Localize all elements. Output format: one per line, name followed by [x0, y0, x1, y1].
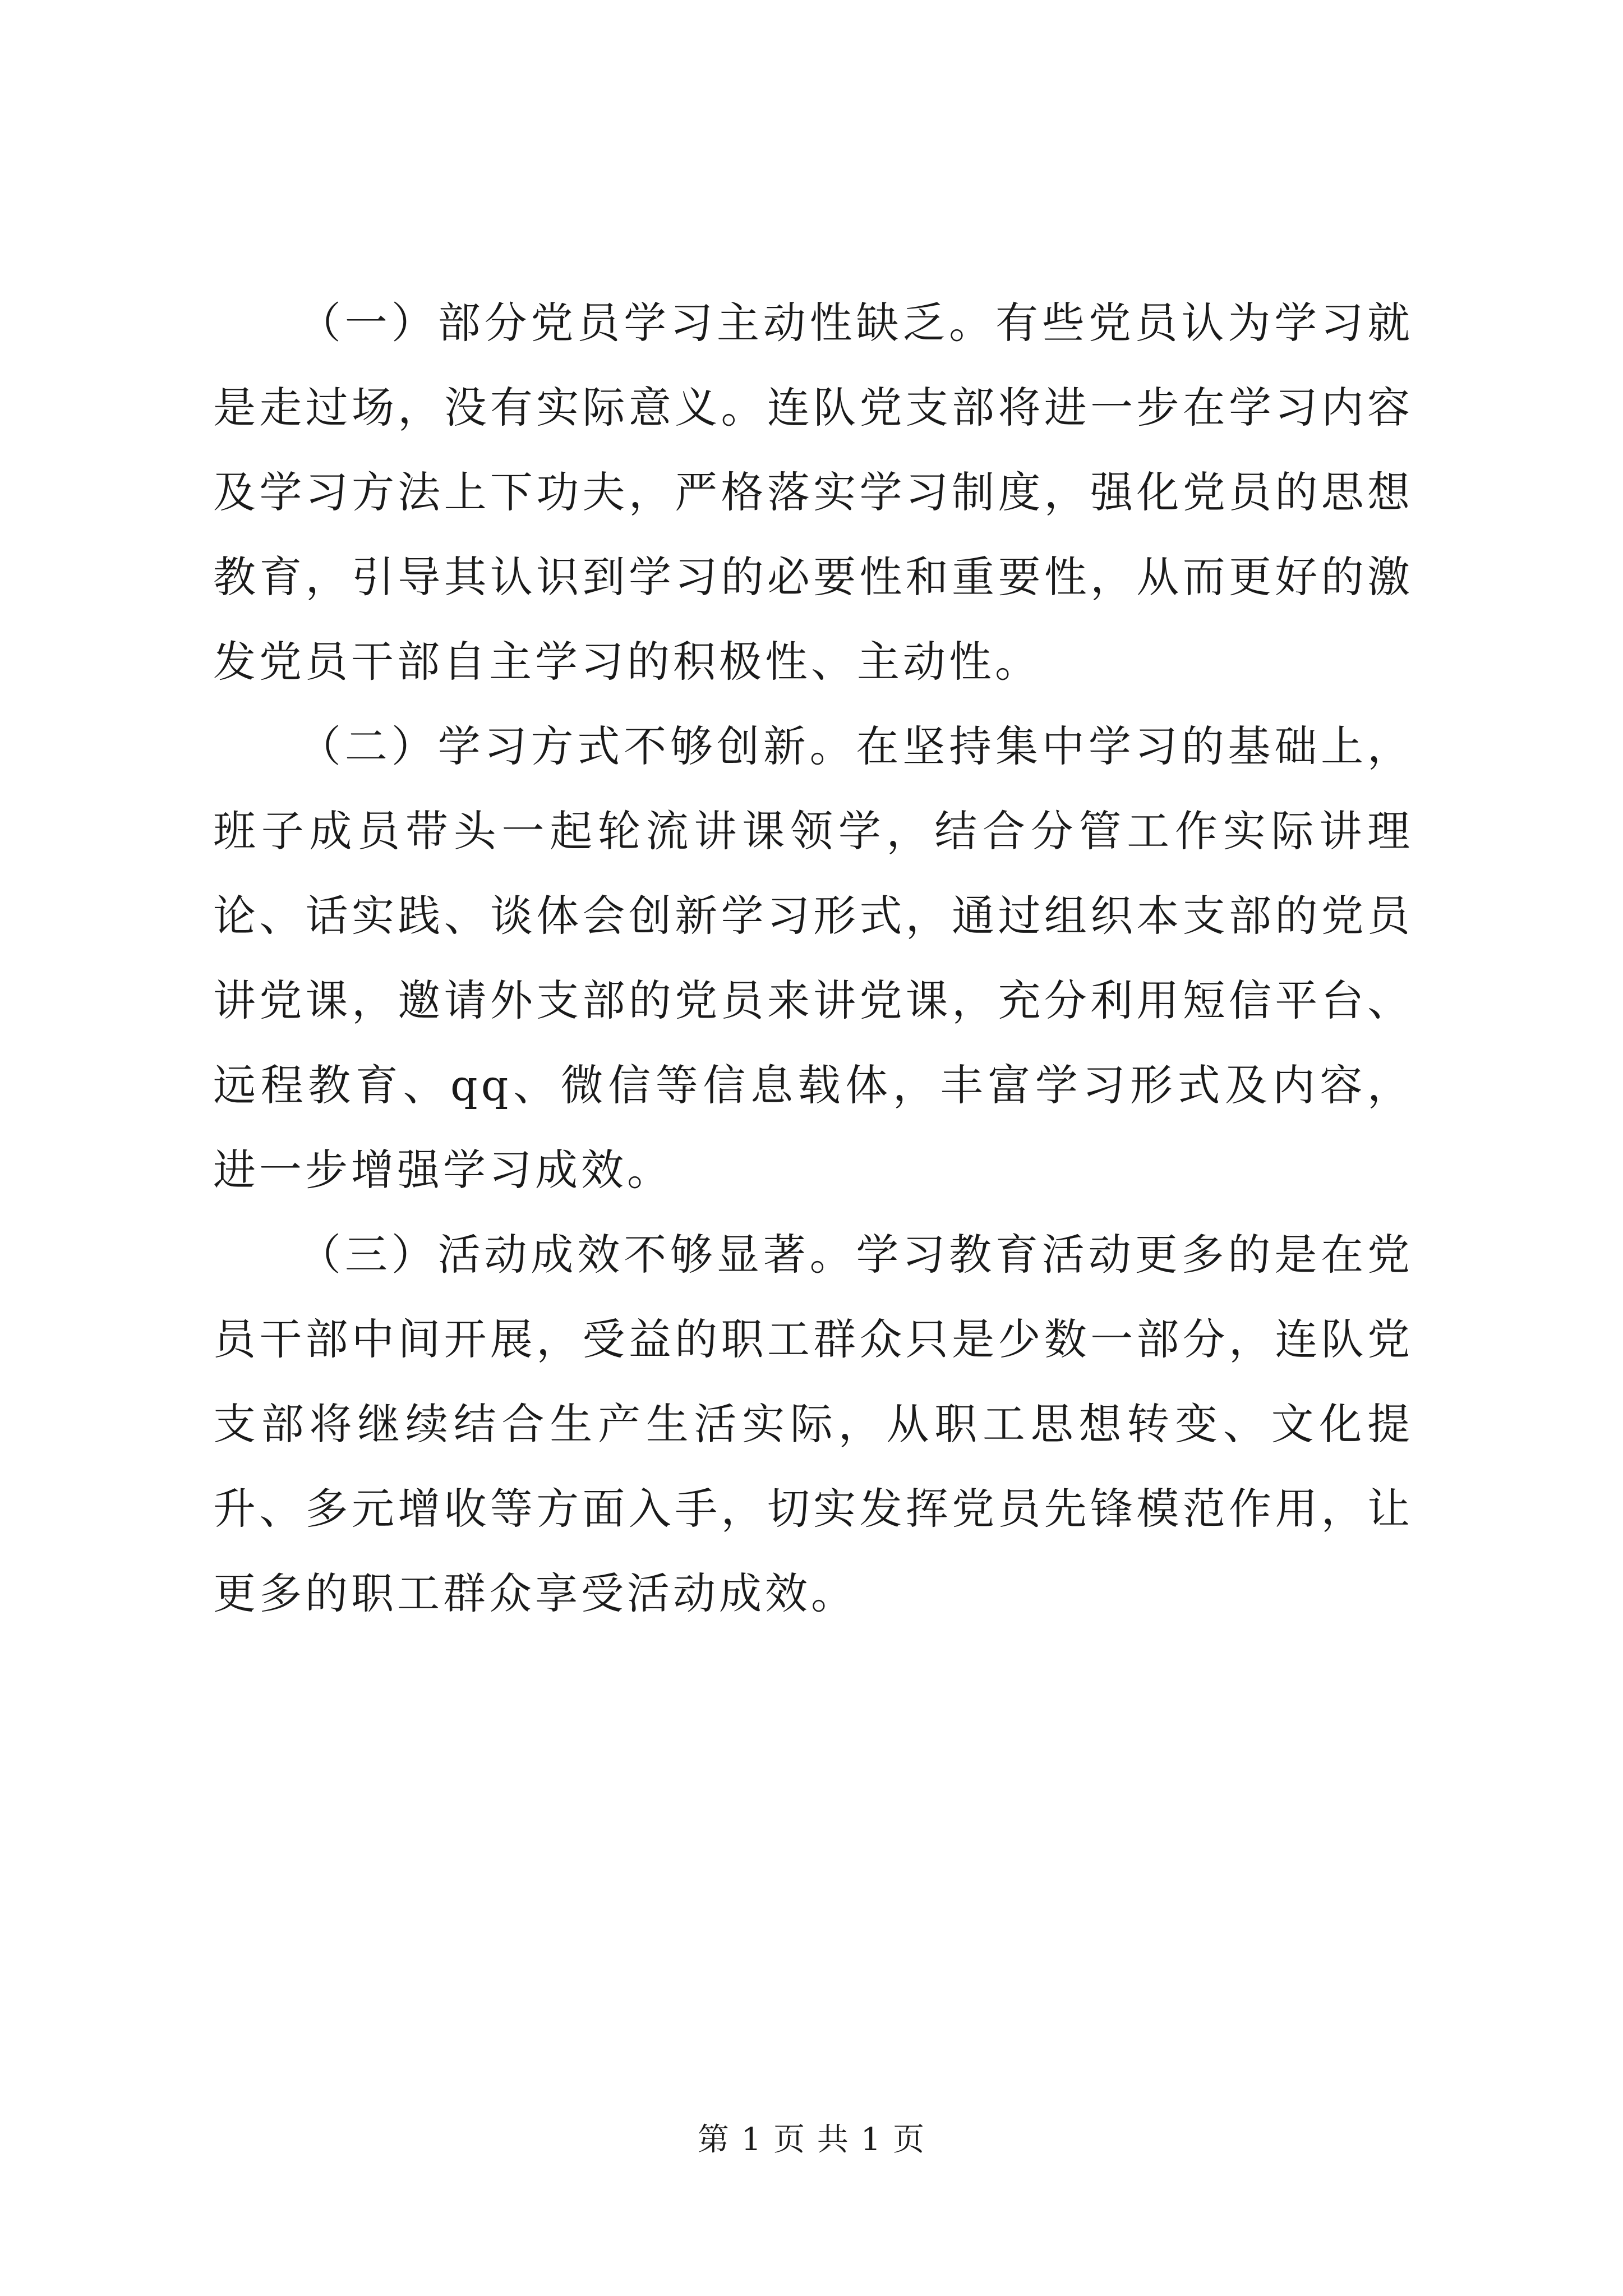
page-footer: 第 1 页 共 1 页 [697, 2122, 926, 2158]
paragraph-2: （二）学习方式不够创新。在坚持集中学习的基础上，班子成员带头一起轮流讲课领学，结合分管工作实际讲理论、话实践、谈体会创新学习形式，通过组织本支部的党员讲党课，邀请外支部的党员来讲党课，充分利用短信平台、远程教育、qq、微信等信息载体，丰富学习形式及内容，进一步增强学习成效。 [213, 721, 1413, 1195]
paragraph-1: （一）部分党员学习主动性缺乏。有些党员认为学习就是走过场，没有实际意义。连队党支部将进一步在学习内容及学习方法上下功夫，严格落实学习制度，强化党员的思想教育，引导其认识到学习的必要性和重要性，从而更好的激发党员干部自主学习的积极性、主动性。 [213, 298, 1413, 687]
document-body [213, 280, 1413, 1636]
paragraph-3: （三）活动成效不够显著。学习教育活动更多的是在党员干部中间开展，受益的职工群众只是少数一部分，连队党支部将继续结合生产生活实际，从职工思想转变、文化提升、多元增收等方面入手，切实发挥党员先锋模范作用，让更多的职工群众享受活动成效。 [213, 1230, 1413, 1618]
